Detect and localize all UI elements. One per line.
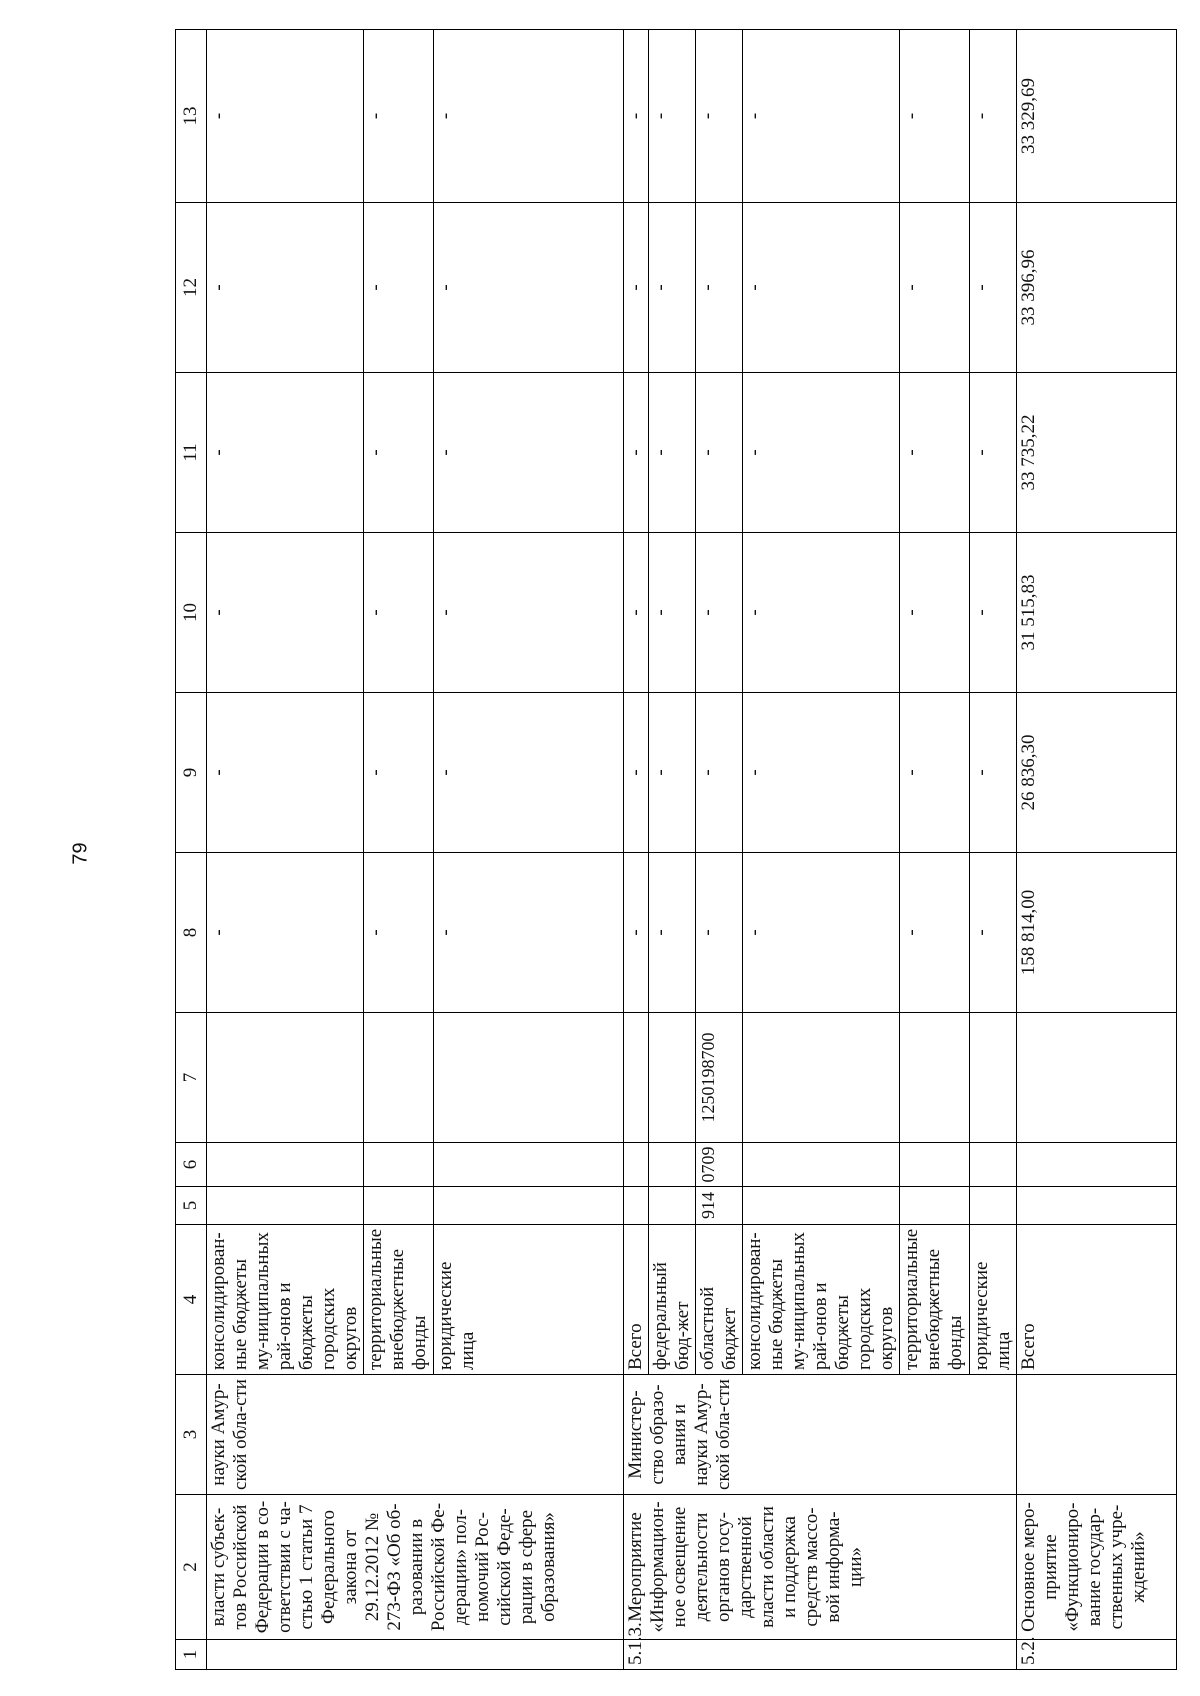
header-cell: 11 bbox=[176, 373, 207, 533]
cell-v11: - bbox=[743, 373, 900, 533]
cell-c5 bbox=[364, 1187, 434, 1225]
cell-v13: - bbox=[624, 30, 649, 203]
cell-v9: - bbox=[970, 693, 1017, 853]
cell-v13: - bbox=[743, 30, 900, 203]
cell-v8: - bbox=[434, 853, 624, 1013]
cell-v11: - bbox=[624, 373, 649, 533]
cell-v9: - bbox=[624, 693, 649, 853]
cell-v10: - bbox=[624, 533, 649, 693]
cell-v12: - bbox=[624, 203, 649, 373]
header-cell: 4 bbox=[176, 1225, 207, 1375]
cell-v10: - bbox=[743, 533, 900, 693]
cell-v9: - bbox=[364, 693, 434, 853]
cell-num: 5.1.3. bbox=[624, 1640, 1017, 1670]
cell-v8: - bbox=[696, 853, 743, 1013]
cell-v8: - bbox=[970, 853, 1017, 1013]
header-cell: 10 bbox=[176, 533, 207, 693]
cell-v12: - bbox=[900, 203, 970, 373]
cell-c6 bbox=[1017, 1143, 1177, 1187]
cell-v13: 33 329,69 bbox=[1017, 30, 1177, 203]
cell-activity-name: Основное меро-приятие «Функциониро-вание государ-ственных учре-ждений» bbox=[1017, 1495, 1177, 1640]
cell-v8: 158 814,00 bbox=[1017, 853, 1177, 1013]
cell-v12: - bbox=[649, 203, 696, 373]
cell-v8: - bbox=[364, 853, 434, 1013]
cell-v11: - bbox=[696, 373, 743, 533]
cell-v10: - bbox=[649, 533, 696, 693]
header-cell: 12 bbox=[176, 203, 207, 373]
cell-c7 bbox=[970, 1013, 1017, 1143]
cell-v12: 33 396,96 bbox=[1017, 203, 1177, 373]
cell-v9: - bbox=[434, 693, 624, 853]
cell-executor bbox=[1017, 1375, 1177, 1495]
cell-v10: - bbox=[207, 533, 364, 693]
cell-v8: - bbox=[649, 853, 696, 1013]
cell-c5: 914 bbox=[696, 1187, 743, 1225]
cell-v9: - bbox=[743, 693, 900, 853]
budget-table bbox=[175, 29, 1177, 1670]
cell-v9: 26 836,30 bbox=[1017, 693, 1177, 853]
cell-c7 bbox=[900, 1013, 970, 1143]
cell-c7 bbox=[624, 1013, 649, 1143]
cell-c7 bbox=[743, 1013, 900, 1143]
cell-source: юридические лица bbox=[970, 1225, 1017, 1375]
cell-v8: - bbox=[743, 853, 900, 1013]
cell-activity-name: Мероприятие «Информацион-ное освещение деятельности органов госу-дарственной власти области и поддержка средств массо-вой информа-ции» bbox=[624, 1495, 1017, 1640]
header-cell: 1 bbox=[176, 1640, 207, 1670]
cell-c5 bbox=[649, 1187, 696, 1225]
cell-c5 bbox=[1017, 1187, 1177, 1225]
cell-source: Всего bbox=[624, 1225, 649, 1375]
cell-c7 bbox=[1017, 1013, 1177, 1143]
cell-v11: - bbox=[970, 373, 1017, 533]
cell-v10: - bbox=[970, 533, 1017, 693]
cell-c6 bbox=[970, 1143, 1017, 1187]
cell-v10: - bbox=[696, 533, 743, 693]
cell-source: консолидирован-ные бюджеты му-ниципальных рай-онов и бюджеты городских округов bbox=[743, 1225, 900, 1375]
cell-v12: - bbox=[696, 203, 743, 373]
cell-source: консолидирован-ные бюджеты му-ниципальных рай-онов и бюджеты городских округов bbox=[207, 1225, 364, 1375]
table-row bbox=[1017, 30, 1177, 1670]
cell-source: территориальные внебюджетные фонды bbox=[900, 1225, 970, 1375]
cell-c7 bbox=[649, 1013, 696, 1143]
cell-c6 bbox=[649, 1143, 696, 1187]
table-row bbox=[207, 30, 364, 1670]
table-row bbox=[624, 30, 649, 1670]
cell-activity-name: власти субъек-тов Российской Федерации в со-ответствии с ча-стью 1 статьи 7 Федерального закона от 29.12.2012 № 273-ФЗ «Об об-разовании в Российской Фе-дерации» пол-номочий Рос-сийской Феде-рации в сфере образования» bbox=[207, 1495, 624, 1640]
cell-c7 bbox=[207, 1013, 364, 1143]
cell-v13: - bbox=[696, 30, 743, 203]
cell-v11: - bbox=[649, 373, 696, 533]
cell-v13: - bbox=[900, 30, 970, 203]
cell-v12: - bbox=[364, 203, 434, 373]
cell-v13: - bbox=[364, 30, 434, 203]
cell-executor: науки Амур-ской обла-сти bbox=[207, 1375, 624, 1495]
cell-v8: - bbox=[900, 853, 970, 1013]
cell-v13: - bbox=[207, 30, 364, 203]
cell-c7: 1250198700 bbox=[696, 1013, 743, 1143]
cell-c5 bbox=[624, 1187, 649, 1225]
cell-c6 bbox=[624, 1143, 649, 1187]
cell-num: 5.2. bbox=[1017, 1640, 1177, 1670]
header-cell: 7 bbox=[176, 1013, 207, 1143]
cell-num bbox=[207, 1640, 624, 1670]
cell-c6 bbox=[364, 1143, 434, 1187]
cell-v9: - bbox=[207, 693, 364, 853]
cell-v10: 31 515,83 bbox=[1017, 533, 1177, 693]
cell-v9: - bbox=[900, 693, 970, 853]
cell-v9: - bbox=[696, 693, 743, 853]
cell-c5 bbox=[900, 1187, 970, 1225]
cell-v11: - bbox=[434, 373, 624, 533]
cell-source: федеральный бюд-жет bbox=[649, 1225, 696, 1375]
cell-v11: - bbox=[207, 373, 364, 533]
rotated-page bbox=[175, 30, 1200, 1670]
cell-source: юридические лица bbox=[434, 1225, 624, 1375]
cell-c6 bbox=[743, 1143, 900, 1187]
cell-v10: - bbox=[900, 533, 970, 693]
cell-source: территориальные внебюджетные фонды bbox=[364, 1225, 434, 1375]
header-cell: 8 bbox=[176, 853, 207, 1013]
header-cell: 9 bbox=[176, 693, 207, 853]
page-number: 79 bbox=[69, 842, 92, 865]
cell-v12: - bbox=[743, 203, 900, 373]
cell-v12: - bbox=[207, 203, 364, 373]
cell-c5 bbox=[970, 1187, 1017, 1225]
cell-source: областной бюджет bbox=[696, 1225, 743, 1375]
cell-c5 bbox=[207, 1187, 364, 1225]
cell-c6 bbox=[434, 1143, 624, 1187]
cell-c6 bbox=[900, 1143, 970, 1187]
cell-v12: - bbox=[970, 203, 1017, 373]
cell-v13: - bbox=[434, 30, 624, 203]
cell-v8: - bbox=[624, 853, 649, 1013]
cell-c7 bbox=[364, 1013, 434, 1143]
cell-v10: - bbox=[364, 533, 434, 693]
cell-v13: - bbox=[649, 30, 696, 203]
cell-v13: - bbox=[970, 30, 1017, 203]
header-row bbox=[176, 30, 207, 1670]
cell-c6 bbox=[207, 1143, 364, 1187]
cell-v10: - bbox=[434, 533, 624, 693]
cell-executor: Министер-ство образо-вания и науки Амур-ской обла-сти bbox=[624, 1375, 1017, 1495]
header-cell: 5 bbox=[176, 1187, 207, 1225]
cell-c5 bbox=[434, 1187, 624, 1225]
cell-c5 bbox=[743, 1187, 900, 1225]
cell-v9: - bbox=[649, 693, 696, 853]
header-cell: 6 bbox=[176, 1143, 207, 1187]
cell-v11: - bbox=[900, 373, 970, 533]
header-cell: 2 bbox=[176, 1495, 207, 1640]
cell-c7 bbox=[434, 1013, 624, 1143]
cell-v12: - bbox=[434, 203, 624, 373]
header-cell: 13 bbox=[176, 30, 207, 203]
cell-v11: 33 735,22 bbox=[1017, 373, 1177, 533]
cell-v11: - bbox=[364, 373, 434, 533]
cell-c6: 0709 bbox=[696, 1143, 743, 1187]
cell-v8: - bbox=[207, 853, 364, 1013]
cell-source: Всего bbox=[1017, 1225, 1177, 1375]
header-cell: 3 bbox=[176, 1375, 207, 1495]
